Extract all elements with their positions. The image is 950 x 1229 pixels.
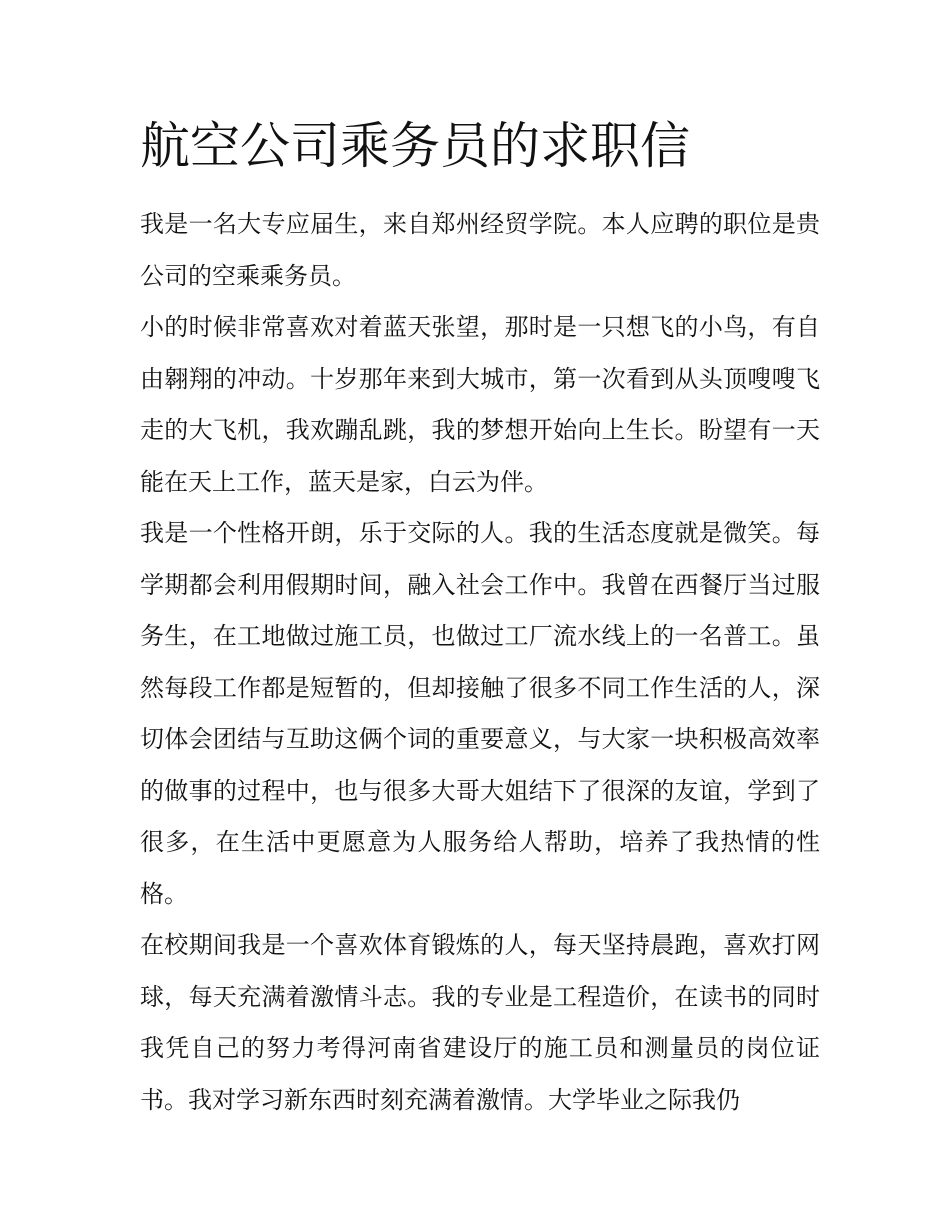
paragraph-school: 在校期间我是一个喜欢体育锻炼的人，每天坚持晨跑，喜欢打网球，每天充满着激情斗志。我的专业是工程造价，在读书的同时我凭自己的努力考得河南省建设厅的施工员和测量员的岗位证书。我对学习新东西时刻充满着激情。大学毕业之际我仍: [140, 931, 820, 1114]
paragraph-personality: 我是一个性格开朗，乐于交际的人。我的生活态度就是微笑。每学期都会利用假期时间，融入社会工作中。我曾在西餐厅当过服务生，在工地做过施工员，也做过工厂流水线上的一名普工。虽然每段工作都是短暂的，但却接触了很多不同工作生活的人，深切体会团结与互助这俩个词的重要意义，与大家一块积极高效率的做事的过程中，也与很多大哥大姐结下了很深的友谊，学到了很多，在生活中更愿意为人服务给人帮助，培养了我热情的性格。: [140, 519, 820, 908]
document-page: [140, 0, 820, 1229]
document-title: 航空公司乘务员的求职信: [140, 117, 690, 175]
document-body: [140, 199, 820, 1126]
paragraph-dream: 小的时候非常喜欢对着蓝天张望，那时是一只想飞的小鸟，有自由翱翔的冲动。十岁那年来到大城市，第一次看到从头顶嗖嗖飞走的大飞机，我欢蹦乱跳，我的梦想开始向上生长。盼望有一天能在天上工作，蓝天是家，白云为伴。: [140, 313, 820, 496]
paragraph-intro: 我是一名大专应届生，来自郑州经贸学院。本人应聘的职位是贵公司的空乘乘务员。: [140, 210, 820, 290]
